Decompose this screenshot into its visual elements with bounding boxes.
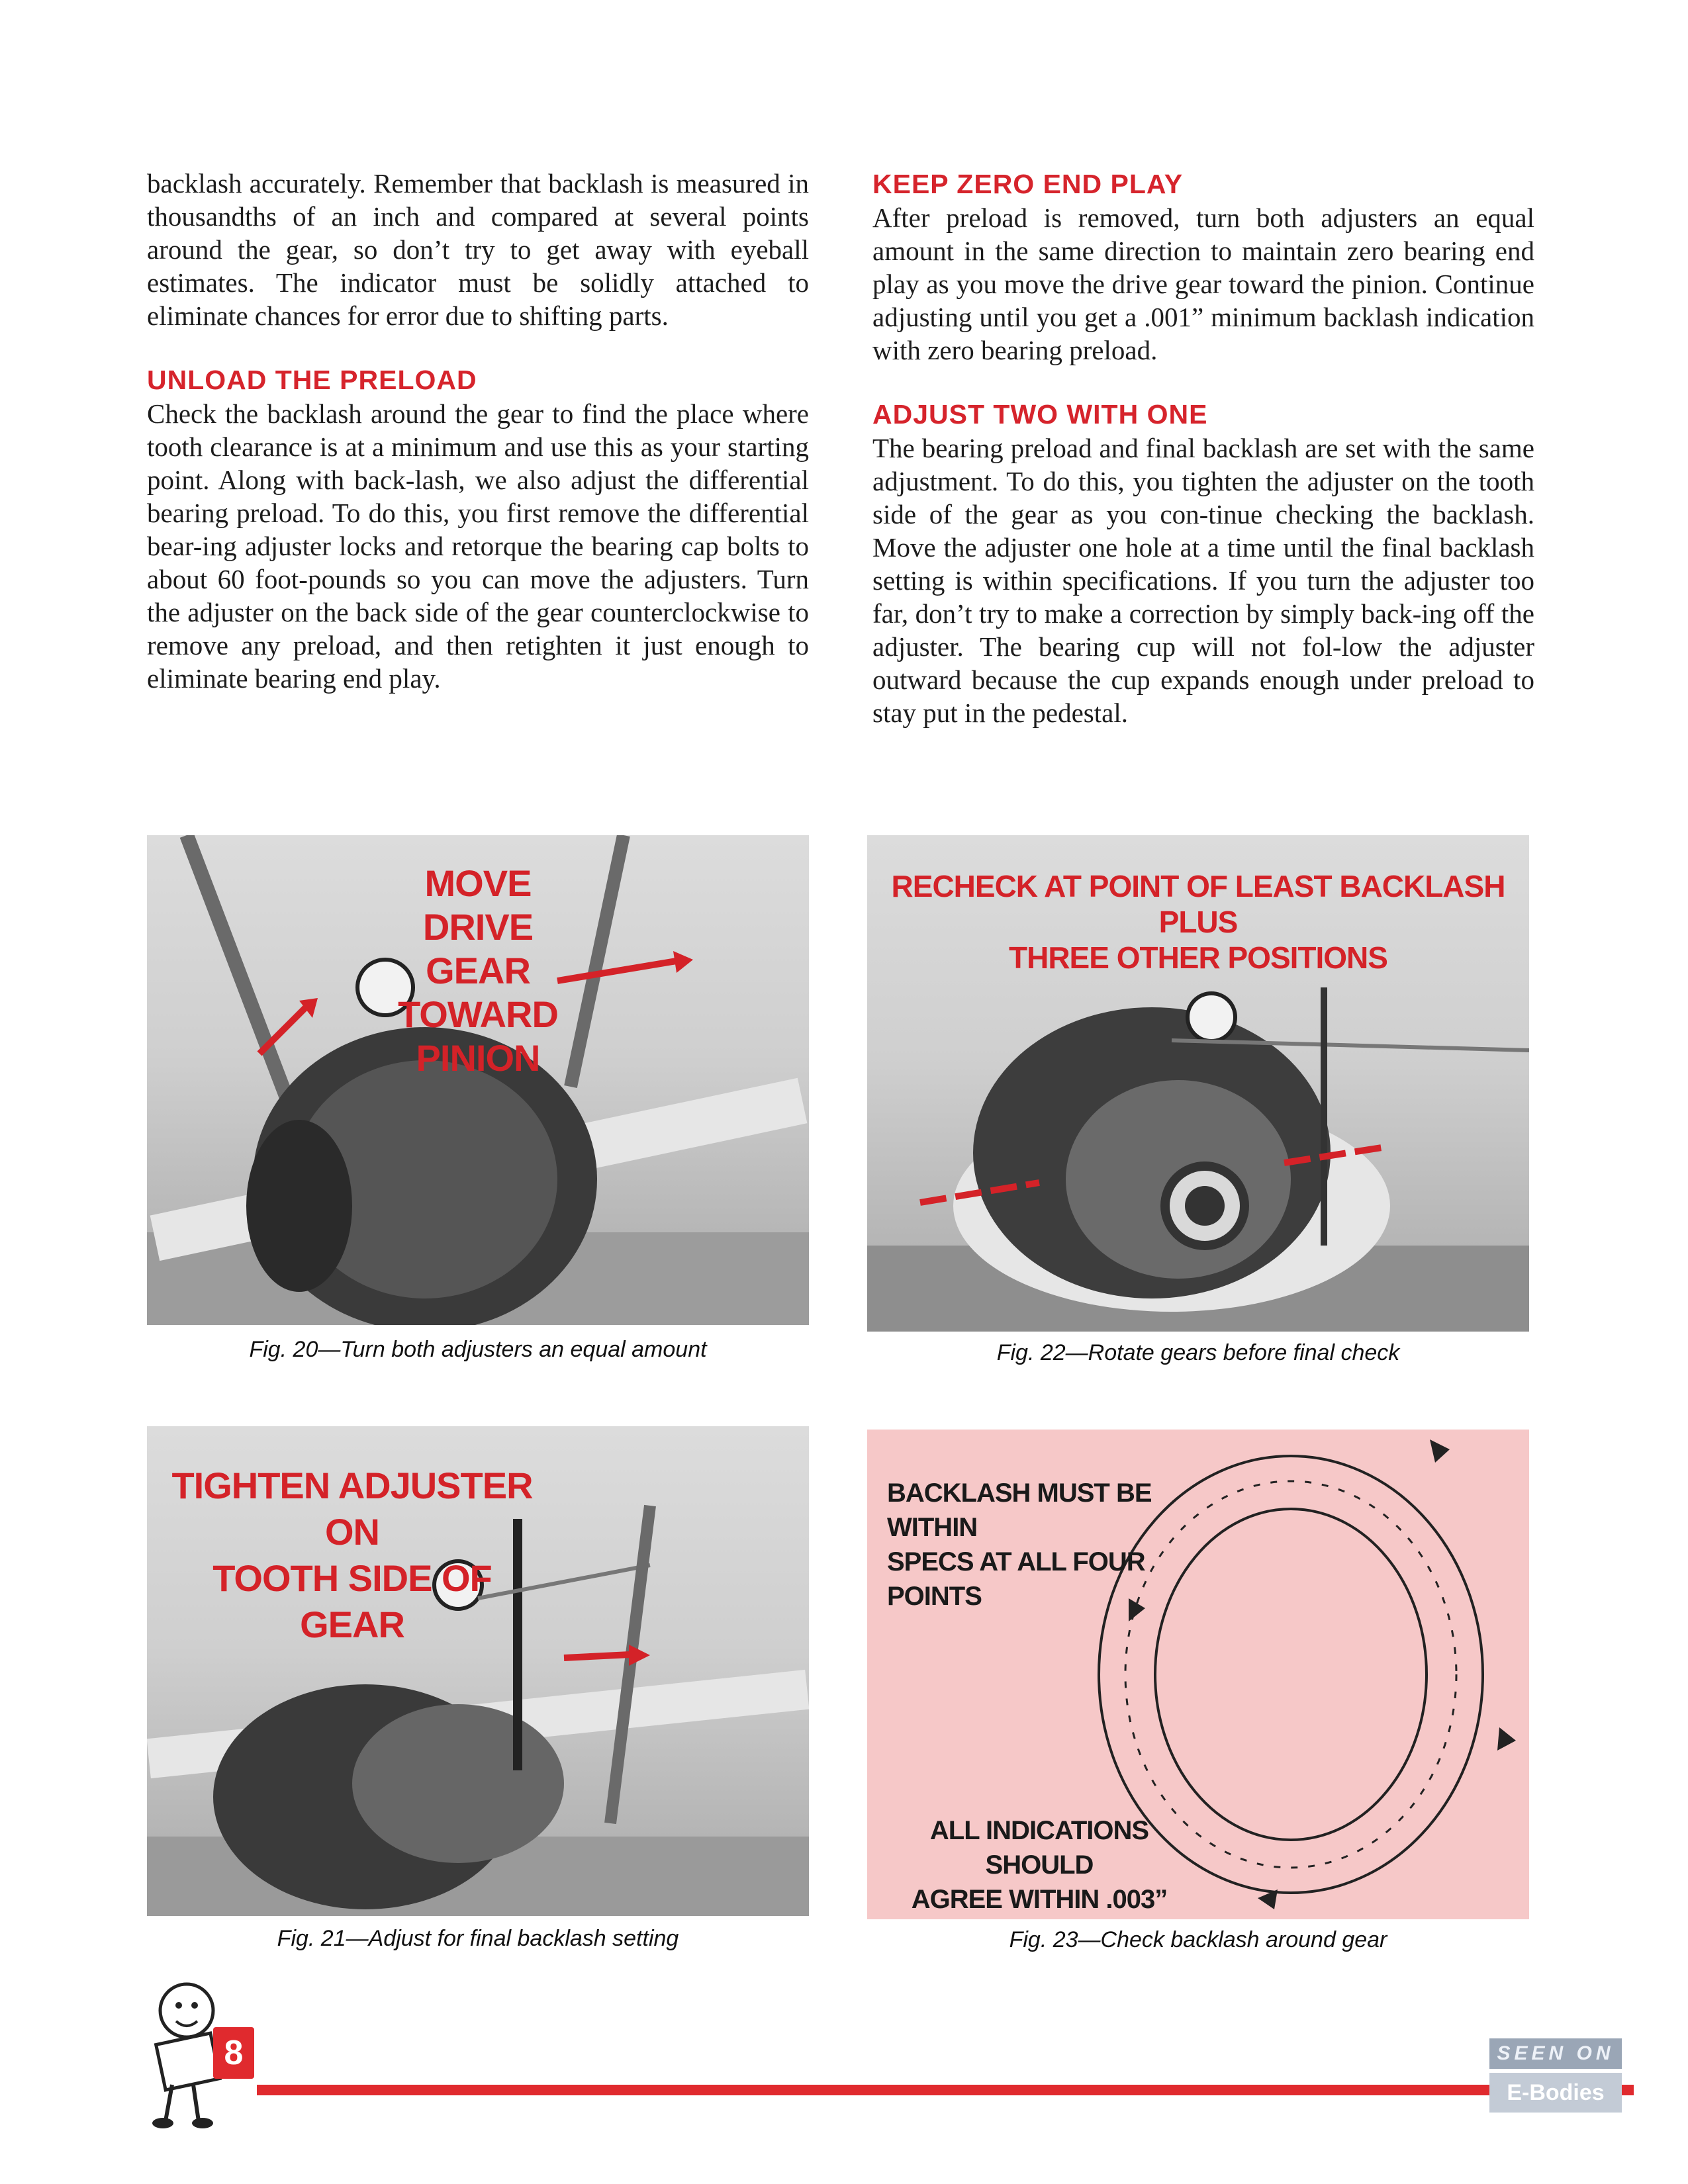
keep-zero-end-play-paragraph: After preload is removed, turn both adjusters an equal amount in the same direction to maintain zero bearing end play as you move the drive gear toward the pinion. Continue adjusting until you get a .001” minimum backlash indication with zero bearing preload. <box>872 203 1534 365</box>
fig21-caption: Fig. 21—Adjust for final backlash setting <box>277 1926 679 1951</box>
right-column <box>872 167 1534 729</box>
fig20-overlay-line-4: PINION <box>416 1037 540 1079</box>
fig21-overlay-line-2: TOOTH SIDE OF GEAR <box>212 1557 492 1645</box>
fig23-overlay-top-line-1: BACKLASH MUST BE WITHIN <box>887 1479 1152 1542</box>
footer-red-bar <box>257 2085 1634 2095</box>
intro-paragraph: backlash accurately. Remember that backlash is measured in thousandths of an inch and compared at several points around the gear, so don’t try to get away with eyeball estimates. The indicator must be solidly attached to eliminate chances for error due to shifting parts. <box>147 168 809 331</box>
fig23-overlay-top-line-2: SPECS AT ALL FOUR POINTS <box>887 1547 1145 1611</box>
badge-top-text: SEEN ON <box>1489 2038 1622 2069</box>
badge-bottom-text: E-Bodies <box>1489 2073 1622 2113</box>
fig21-overlay <box>167 1463 538 1648</box>
heading-adjust-two-with-one: ADJUST TWO WITH ONE <box>872 399 1208 430</box>
fig20-overlay-line-3: TOWARD <box>398 993 558 1035</box>
fig22-photo <box>867 835 1529 1332</box>
fig20-overlay-line-2: GEAR <box>426 950 530 991</box>
fig22-overlay <box>880 868 1516 976</box>
fig22-overlay-line-1: RECHECK AT POINT OF LEAST BACKLASH PLUS <box>891 869 1505 939</box>
fig23-overlay-bottom-line-2: AGREE WITHIN .003” <box>911 1885 1168 1914</box>
fig23-diagram <box>867 1430 1529 1919</box>
left-column <box>147 167 809 695</box>
heading-keep-zero-end-play: KEEP ZERO END PLAY <box>872 169 1184 199</box>
fig20-caption: Fig. 20—Turn both adjusters an equal amount <box>249 1337 707 1362</box>
fig20-photo <box>147 835 809 1325</box>
page-number: 8 <box>213 2027 254 2079</box>
fig20-overlay <box>379 862 577 1080</box>
fig21-photo <box>147 1426 809 1916</box>
fig20-overlay-line-1: MOVE DRIVE <box>422 862 534 948</box>
unload-preload-paragraph: Check the backlash around the gear to find the place where tooth clearance is at a minimum and use this as your starting point. Along with back-lash, we also adjust the differential bearing preload. To do this, you first remove the differential bear-ing adjuster locks and retorque the bearing cap bolts to about 60 foot-pounds so you can move the adjusters. Turn the adjuster on the back side of the gear counterclockwise to remove any preload, and then retighten it just enough to eliminate bearing end play. <box>147 398 809 694</box>
fig22-overlay-line-2: THREE OTHER POSITIONS <box>1009 940 1387 975</box>
seen-on-badge <box>1489 2038 1622 2118</box>
fig23-overlay-bottom <box>894 1813 1185 1917</box>
fig22-caption: Fig. 22—Rotate gears before final check <box>996 1340 1400 1365</box>
fig21-overlay-line-1: TIGHTEN ADJUSTER ON <box>171 1465 533 1553</box>
adjust-two-with-one-paragraph: The bearing preload and final backlash are set with the same adjustment. To do this, you tighten the adjuster on the tooth side of the gear as you con-tinue checking the backlash. Move the adjuster one hole at a time until the final backlash setting is within specifications. If you turn the adjuster too far, don’t try to make a correction by simply back-ing off the adjuster. The bearing cup will not fol-low the adjuster outward because the cup expands enough under preload to stay put in the pedestal. <box>872 433 1534 728</box>
fig23-overlay-top <box>887 1476 1192 1614</box>
heading-unload-preload: UNLOAD THE PRELOAD <box>147 365 477 395</box>
fig23-caption: Fig. 23—Check backlash around gear <box>1009 1927 1387 1952</box>
fig23-overlay-bottom-line-1: ALL INDICATIONS SHOULD <box>929 1816 1149 1880</box>
